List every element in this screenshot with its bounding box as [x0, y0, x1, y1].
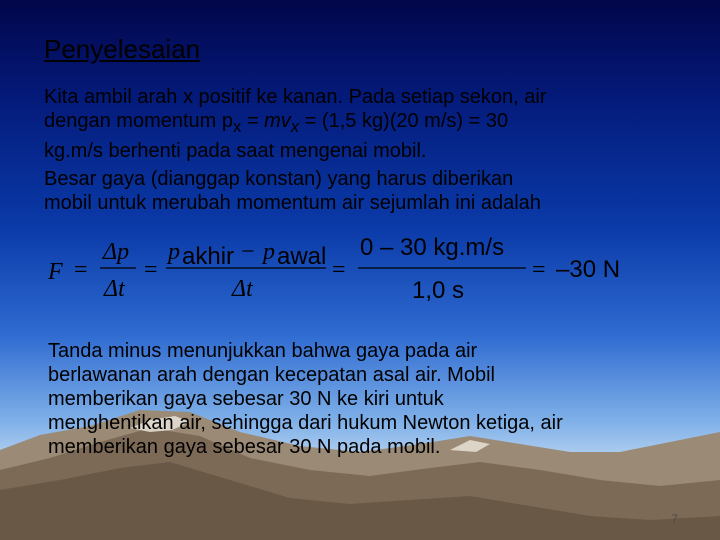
p-final: p — [168, 239, 180, 265]
fraction2-denominator: Δt — [232, 276, 253, 302]
slide-title: Penyelesaian — [44, 34, 201, 64]
paragraph-line: memberikan gaya sebesar 30 N ke kiri untuk — [48, 388, 444, 410]
paragraph-line: kg.m/s berhenti pada saat mengenai mobil. — [44, 140, 427, 162]
subscript-akhir: akhir — [182, 243, 235, 270]
text-fragment: = mv — [241, 110, 291, 132]
subscript-awal: awal — [277, 243, 327, 270]
equals-sign: = — [74, 257, 88, 283]
paragraph-force-intro — [44, 167, 541, 215]
paragraph-line: mobil untuk merubah momentum air sejumlah ini adalah — [44, 192, 541, 214]
fraction1-numerator: Δp — [103, 239, 130, 265]
paragraph-line: Tanda minus menunjukkan bahwa gaya pada air — [48, 340, 478, 362]
equals-sign: = — [532, 257, 546, 283]
fraction3-numerator: 0 – 30 kg.m/s — [360, 234, 505, 261]
paragraph-line — [44, 109, 547, 139]
paragraph-line: Kita ambil arah x positif ke kanan. Pada setiap sekon, air — [44, 86, 547, 108]
subscript: x — [290, 117, 300, 136]
minus-sign: − — [241, 239, 255, 265]
equation-result: –30 N — [556, 256, 621, 283]
equation-lhs: F — [48, 259, 63, 285]
slide-number: 7 — [671, 512, 678, 526]
text-fragment: = (1,5 kg)(20 m/s) = 30 — [299, 110, 509, 132]
force-equation — [40, 232, 660, 308]
paragraph-explanation — [48, 339, 563, 459]
paragraph-momentum — [44, 85, 547, 163]
equals-sign: = — [144, 257, 158, 283]
paragraph-line: memberikan gaya sebesar 30 N pada mobil. — [48, 436, 441, 458]
paragraph-line: menghentikan air, sehingga dari hukum Newton ketiga, air — [48, 412, 563, 434]
text-fragment: dengan momentum p — [44, 110, 234, 132]
paragraph-line: Besar gaya (dianggap konstan) yang harus diberikan — [44, 168, 514, 190]
paragraph-line: berlawanan arah dengan kecepatan asal air. Mobil — [48, 364, 495, 386]
equals-sign: = — [332, 257, 346, 283]
fraction3-denominator: 1,0 s — [412, 277, 465, 304]
subscript: x — [233, 117, 242, 136]
p-initial: p — [263, 239, 275, 265]
fraction1-denominator: Δt — [104, 276, 125, 302]
